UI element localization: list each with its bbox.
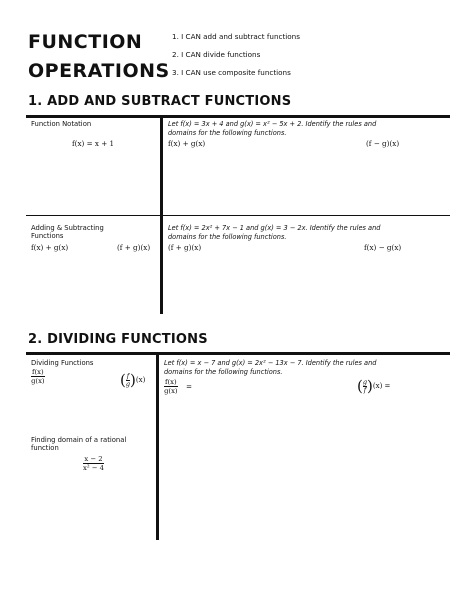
section2-top-rule — [26, 352, 450, 355]
page-title-line2: OPERATIONS — [28, 60, 170, 82]
s2-left-quot-suffix: (x) — [135, 376, 146, 384]
s1-box1-prompt-line2: domains for the following functions. — [168, 129, 287, 137]
section1-heading: 1. ADD AND SUBTRACT FUNCTIONS — [28, 94, 292, 109]
s2-right-fraction-num: f(x) — [165, 378, 177, 386]
s2-left-quot-den: g — [125, 379, 131, 388]
rational-domain-label-1: Finding domain of a rational — [31, 436, 127, 444]
section2-heading: 2. DIVIDING FUNCTIONS — [28, 332, 208, 347]
s2-prompt-line2: domains for the following functions. — [164, 368, 283, 376]
s2-right-quotient: ( $\frac{g}{f}$ )(x) = — [357, 377, 391, 395]
page-title-line1: FUNCTION — [28, 31, 143, 53]
s2-right-fraction-equals: = — [186, 382, 193, 391]
dividing-functions-label: Dividing Functions — [31, 359, 94, 367]
s2-left-quotient: ( $\frac{f}{g}$ )(x) — [120, 371, 146, 389]
s2-prompt-line1: Let f(x) = x − 7 and g(x) = 2x² − 13x − 7. Identify the rules and — [164, 359, 377, 367]
s1-box1-expr-sum: f(x) + g(x) — [168, 139, 206, 148]
adding-subtracting-label-1: Adding & Subtracting — [31, 224, 104, 232]
objective-2: 2. I CAN divide functions — [172, 50, 261, 59]
section1-mid-rule — [26, 215, 450, 216]
rational-function-fraction — [83, 455, 104, 472]
function-notation-label: Function Notation — [31, 120, 92, 128]
s1-box2-prompt-line2: domains for the following functions. — [168, 233, 287, 241]
section2-center-rule — [156, 352, 159, 540]
s1-box2-left-expr-a: f(x) + g(x) — [31, 243, 69, 252]
s2-right-fraction — [164, 378, 178, 395]
s1-box2-prompt-line1: Let f(x) = 2x² + 7x − 1 and g(x) = 3 − 2x. Identify the rules and — [168, 224, 381, 232]
s2-right-fraction-den: g(x) — [164, 387, 178, 395]
s2-right-quot-num: g — [362, 377, 368, 386]
s1-box2-expr-sum: (f + g)(x) — [168, 243, 202, 252]
s1-box1-prompt-line1: Let f(x) = 3x + 4 and g(x) = x² − 5x + 2. Identify the rules and — [168, 120, 377, 128]
s1-box2-expr-diff: f(x) − g(x) — [364, 243, 402, 252]
rational-fraction-num: x − 2 — [84, 455, 103, 463]
s2-left-fraction — [31, 368, 45, 385]
s2-right-quot-suffix: (x) = — [372, 382, 391, 390]
s2-right-quot-den: f — [363, 385, 367, 394]
function-notation-expr: f(x) = x + 1 — [72, 139, 115, 148]
s1-box1-expr-diff: (f − g)(x) — [366, 139, 400, 148]
s1-box2-left-expr-b: (f + g)(x) — [117, 243, 151, 252]
rational-domain-label-2: function — [31, 444, 59, 452]
objective-1: 1. I CAN add and subtract functions — [172, 32, 300, 41]
s2-left-fraction-den: g(x) — [31, 377, 45, 385]
objective-3: 3. I CAN use composite functions — [172, 68, 291, 77]
s2-left-fraction-num: f(x) — [32, 368, 44, 376]
section1-top-rule — [26, 115, 450, 118]
adding-subtracting-label-2: Functions — [31, 232, 64, 240]
rational-fraction-den: x² − 4 — [83, 464, 104, 472]
s2-left-quot-num: f — [126, 371, 130, 380]
